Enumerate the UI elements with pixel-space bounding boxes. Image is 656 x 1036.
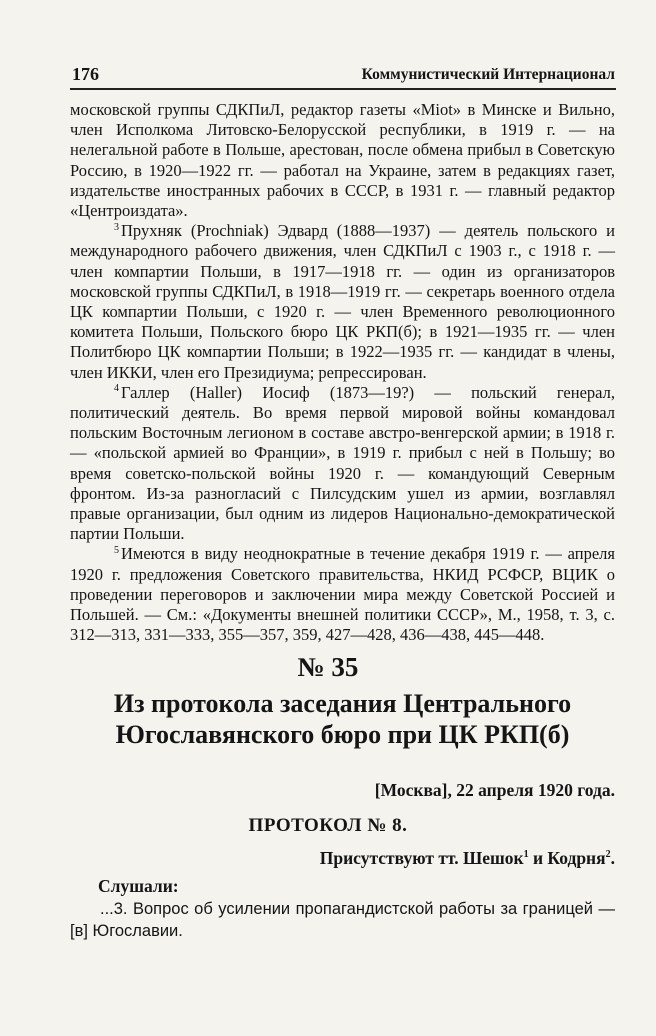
footnote-continued	[70, 100, 615, 221]
footnote-5	[70, 544, 615, 645]
agenda-item-text: ...3. Вопрос об усилении пропагандистской работы за границей — [в] Югославии.	[70, 900, 615, 940]
attendance-prefix: Присутствуют тт. Шешок	[319, 848, 524, 868]
footnote-text: Имеются в виду неоднократные в течение декабря 1919 г. — апреля 1920 г. предложения Советского правительства, НКИД РСФСР, ВЦИК о проведении переговоров и заключении мира между Советской Россией и Польшей. — См.: «Документы внешней политики СССР», М., 1958, т. 3, с. 312—313, 331—333, 355—357, 359, 427—428, 436—438, 445—448.	[70, 544, 615, 645]
heard-label: Слушали:	[98, 876, 179, 896]
footnote-4	[70, 383, 615, 545]
attendance-footnote-ref: 2	[605, 849, 611, 861]
header-rule	[70, 88, 616, 90]
attendance-footnote-ref: 1	[523, 849, 529, 861]
attendance-middle: и Кодрня	[528, 848, 606, 868]
page-number: 176	[72, 64, 99, 84]
document-number: № 35	[297, 652, 359, 682]
footnote-3	[70, 221, 615, 383]
footnote-text: Галлер (Haller) Иосиф (1873—19?) — польский генерал, политический деятель. Во время первой мировой войны командовал польским Восточным легионом в составе австро-венгерской армии; в 1918 г. — «польской армией во Франции», в 1919 г. прибыл с ней в Польшу; во время советско-польской войны 1920 г. — командующий Северным фронтом. Из-за разногласий с Пилсудским ушел из армии, возглавлял правые организации, был одним из лидеров Национально-демократической партии Польши.	[70, 382, 615, 544]
footnote-marker: 5	[114, 544, 119, 556]
agenda-item	[70, 898, 615, 942]
running-title: Коммунистический Интернационал	[361, 66, 615, 83]
attendance-line	[320, 848, 615, 869]
footnotes	[70, 100, 615, 645]
document-title: Из протокола заседания Центрального Югославянского бюро при ЦК РКП(б)	[113, 689, 572, 749]
page-header	[70, 60, 615, 88]
footnote-text: московской группы СДКПиЛ, редактор газеты «Miot» в Минске и Вильно, член Исполкома Литовско-Белорусской республики, в 1919 г. — на нелегальной работе в Польше, арестован, после обмена прибыл в Советскую Россию, в 1920—1922 гг. — работал на Украине, затем в редакциях газет, издательстве иностранных рабочих в СССР, в 1931 г. — главный редактор «Центроиздата».	[70, 100, 615, 221]
footnote-marker: 4	[114, 383, 119, 395]
attendance-suffix: .	[610, 848, 615, 868]
document-dateline: [Москва], 22 апреля 1920 года.	[374, 780, 615, 800]
footnote-text: Прухняк (Prochniak) Эдвард (1888—1937) — деятель польского и международного рабочего движения, член СДКПиЛ с 1903 г., с 1918 г. — член компартии Польши, в 1917—1918 гг. — один из организаторов московской группы СДКПиЛ, в 1918—1919 гг. — секретарь военного отдела ЦК компартии Польши, с 1920 г. — член Временного революционного комитета Польши, Польского бюро ЦК РКП(б); в 1921—1935 гг. — член Политбюро ЦК компартии Польши; в 1922—1935 гг. — кандидат в члены, член ИККИ, член его Президиума; репрессирован.	[70, 221, 615, 382]
footnote-marker: 3	[114, 221, 119, 233]
protocol-heading: ПРОТОКОЛ № 8.	[248, 815, 408, 836]
